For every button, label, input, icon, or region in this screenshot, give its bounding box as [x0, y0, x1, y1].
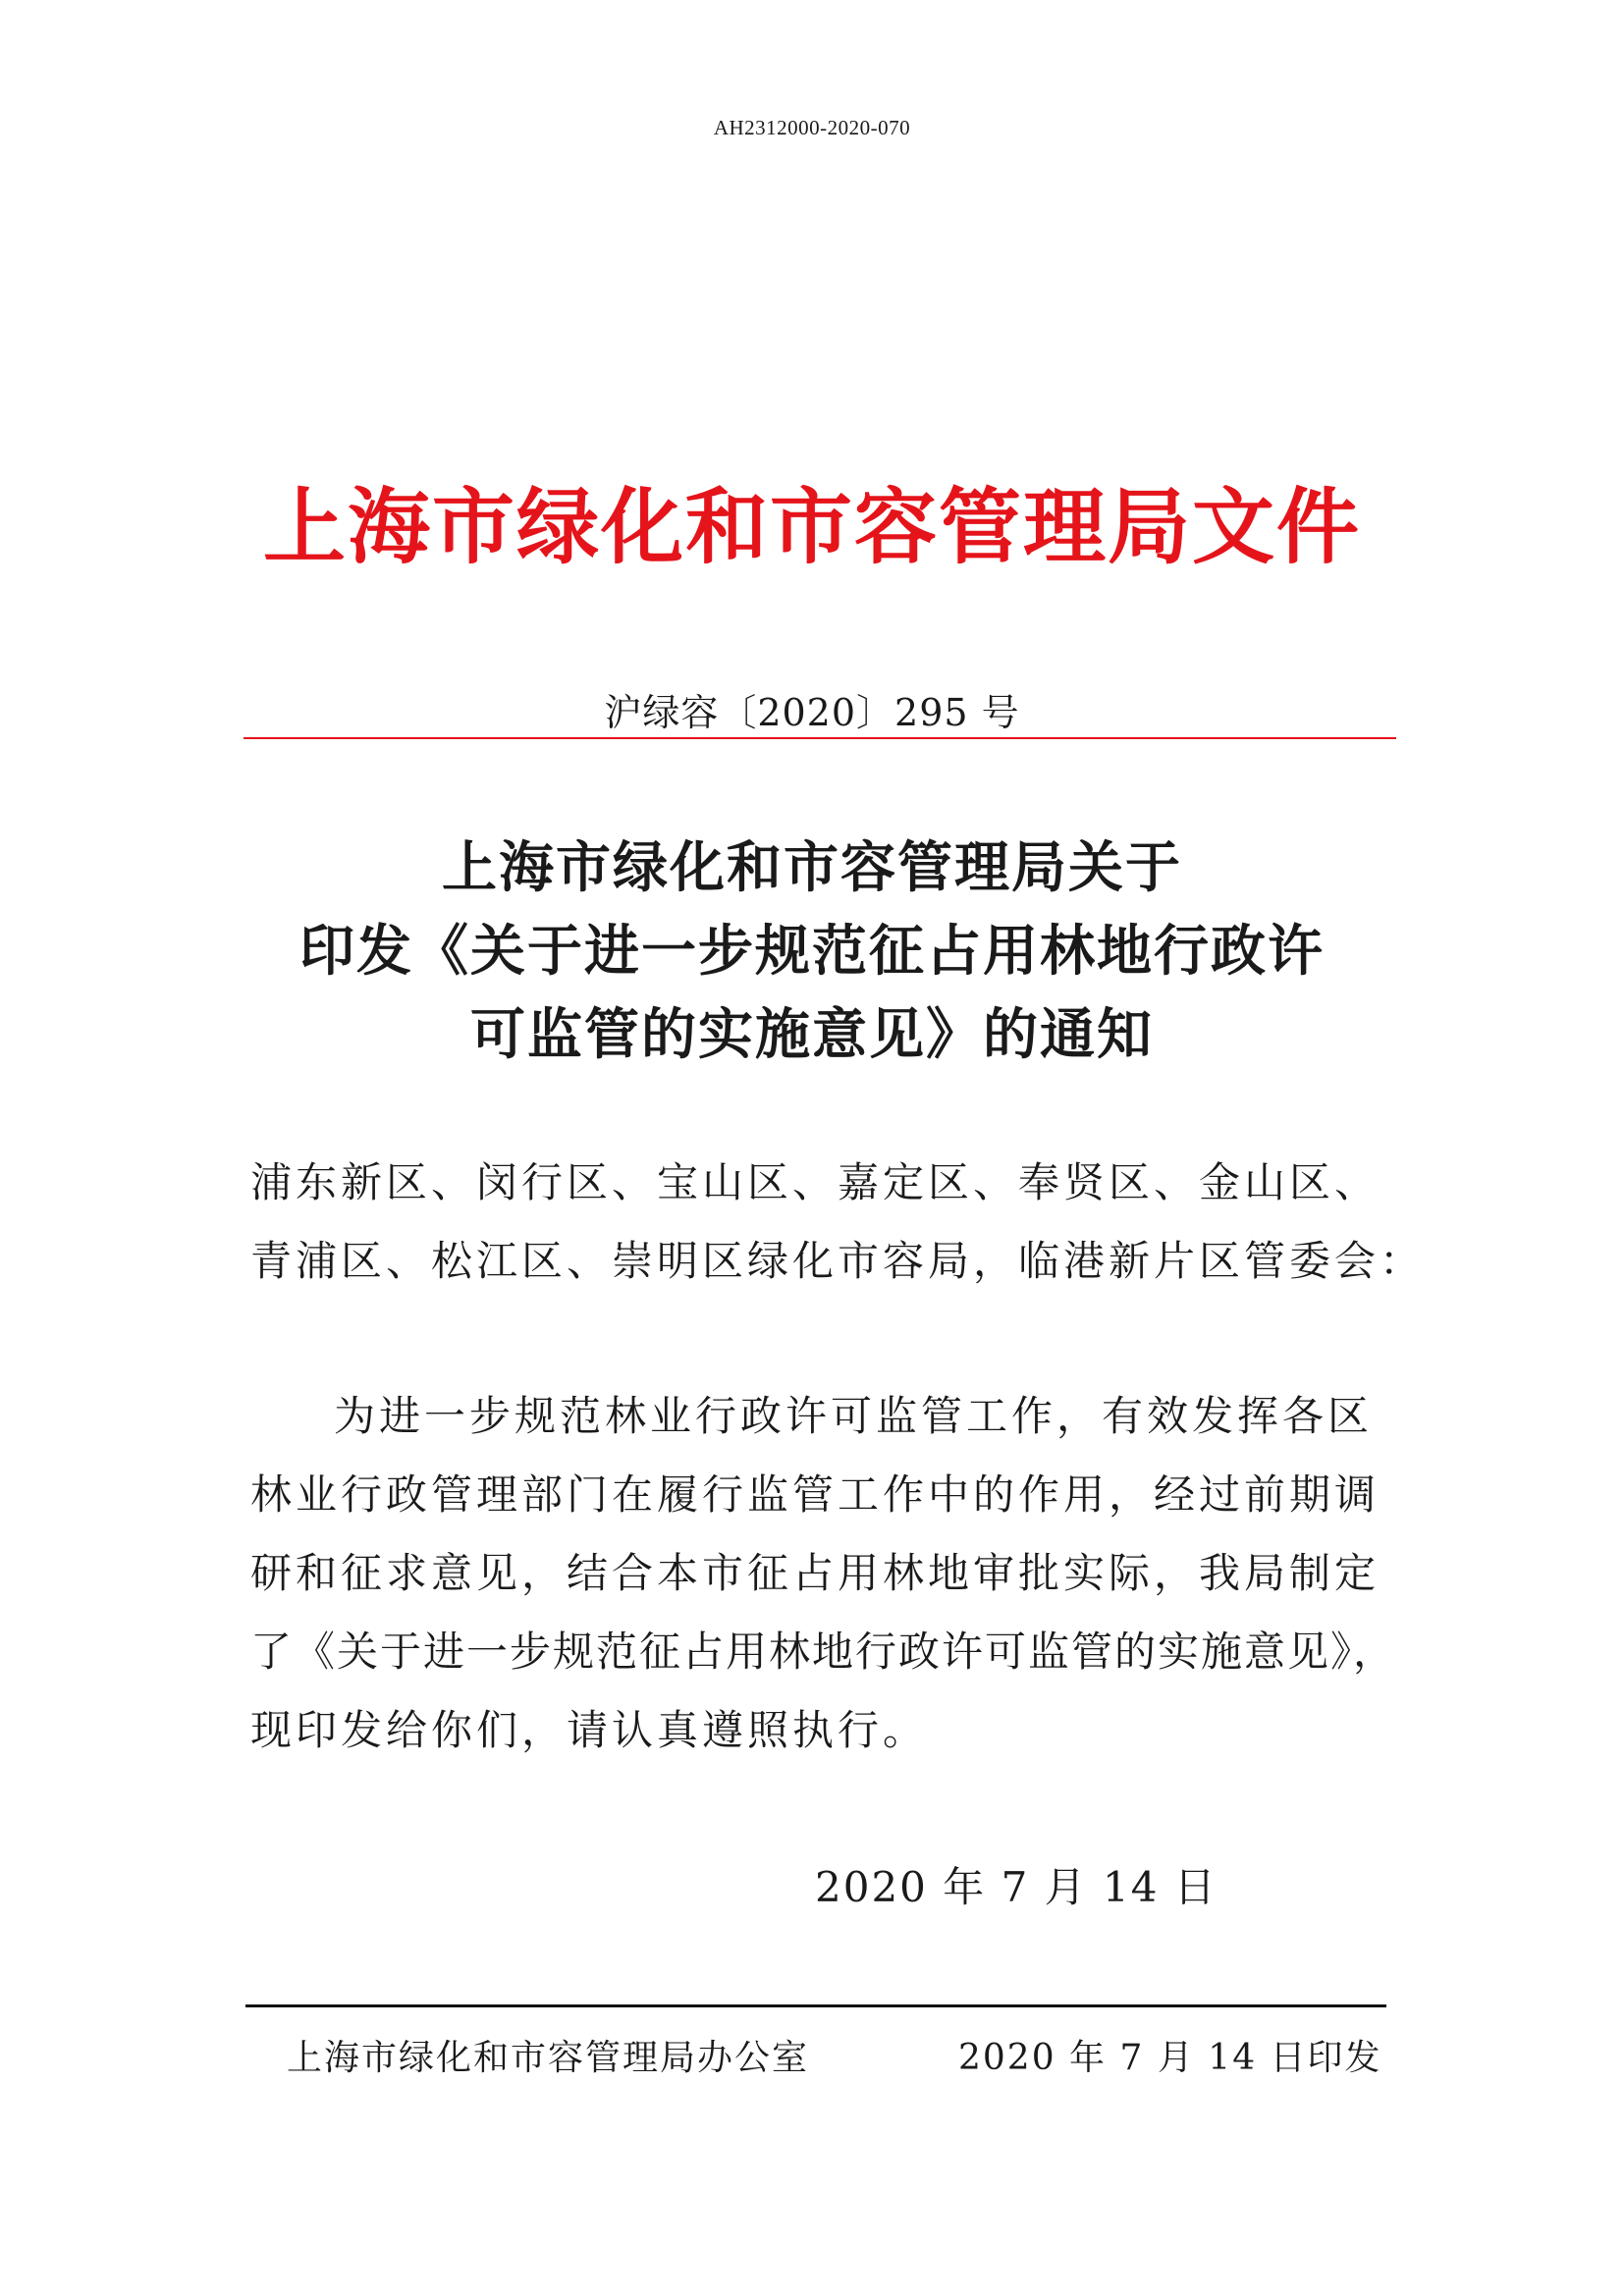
notice-title-line-1: 上海市绿化和市容管理局关于 [442, 835, 1182, 900]
issuing-office: 上海市绿化和市容管理局办公室 [287, 2038, 810, 2078]
notice-title-line-2: 印发《关于进一步规范征占用林地行政许 [299, 919, 1325, 984]
body-line-4: 了《关于进一步规范征占用林地行政许可监管的实施意见》， [250, 1628, 1397, 1676]
masthead-title: 上海市绿化和市容管理局文件 [262, 479, 1361, 575]
body-line-1: 为进一步规范林业行政许可监管工作，有效发挥各区 [334, 1392, 1374, 1440]
body-line-2: 林业行政管理部门在履行监管工作中的作用，经过前期调 [250, 1470, 1380, 1519]
body-line-5: 现印发给你们，请认真遵照执行。 [250, 1706, 929, 1754]
notice-title-line-3: 可监管的实施意见》的通知 [470, 1002, 1154, 1067]
recipients-line-2: 青浦区、松江区、崇明区绿化市容局，临港新片区管委会： [250, 1237, 1426, 1285]
document-number: 沪绿容〔2020〕295 号 [604, 691, 1020, 734]
issue-date: 2020 年 7 月 14 日印发 [958, 2038, 1382, 2078]
footer-divider [245, 2004, 1386, 2007]
red-divider [244, 737, 1396, 739]
signature-date: 2020 年 7 月 14 日 [815, 1863, 1218, 1911]
document-code: AH2312000-2020-070 [713, 116, 911, 139]
recipients-line-1: 浦东新区、闵行区、宝山区、嘉定区、奉贤区、金山区、 [250, 1158, 1380, 1206]
body-line-3: 研和征求意见，结合本市征占用林地审批实际，我局制定 [250, 1549, 1380, 1597]
